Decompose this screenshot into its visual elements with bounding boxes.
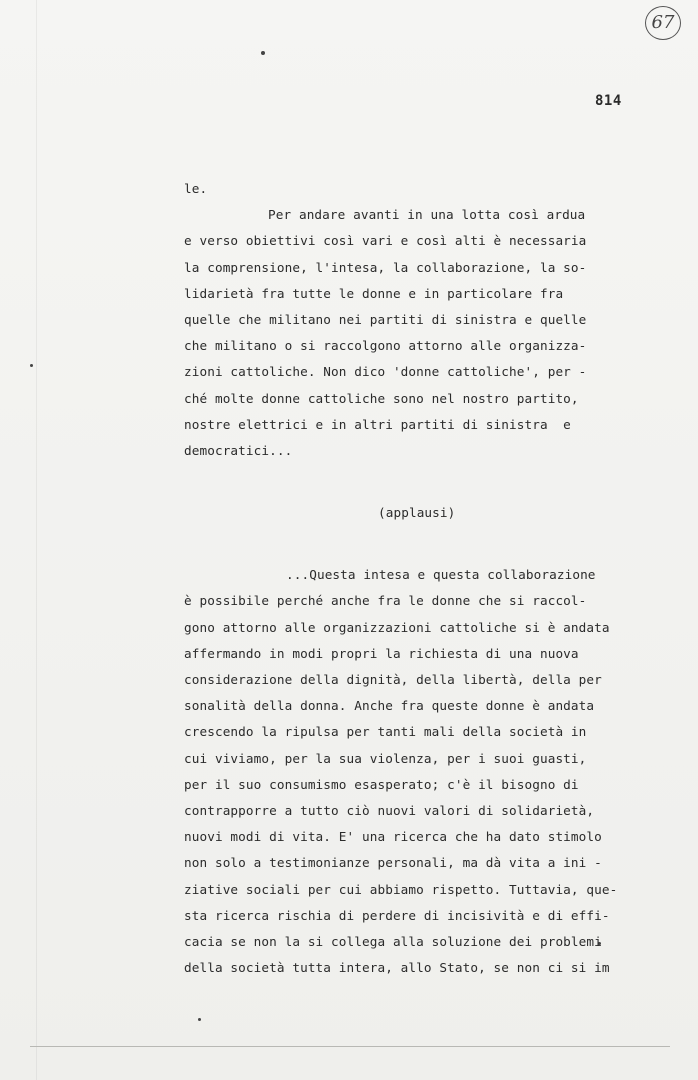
- text-line: le.: [184, 181, 208, 196]
- page-number-stamp: 67: [645, 6, 681, 40]
- text-line: la comprensione, l'intesa, la collaborazione, la so-: [184, 259, 587, 275]
- text-line: sonalità della donna. Anche fra queste donne è andata: [184, 698, 595, 714]
- text-line: non solo a testimonianze personali, ma dà vita a ini -: [184, 855, 602, 871]
- text-line: zioni cattoliche. Non dico 'donne cattoliche', per -: [184, 364, 587, 380]
- text-line: per il suo consumismo esasperato; c'è il bisogno di: [184, 776, 579, 792]
- blank-line: [184, 526, 664, 544]
- text-line: sta ricerca rischia di perdere di incisività e di effi-: [184, 907, 610, 923]
- text-line: ...Questa intesa e questa collaborazione: [286, 567, 596, 583]
- text-line: ché molte donne cattoliche sono nel nostro partito,: [184, 390, 579, 406]
- text-line: affermando in modi propri la richiesta di una nuova: [184, 645, 579, 661]
- blank-line: [184, 464, 664, 482]
- folio-number: 814: [595, 93, 622, 109]
- ink-speck: [30, 364, 33, 367]
- text-line: considerazione della dignità, della libertà, della per: [184, 672, 602, 687]
- text-line: democratici...: [184, 442, 293, 458]
- text-line: è possibile perché anche fra le donne che si raccol-: [184, 593, 587, 609]
- text-line: contrapporre a tutto ciò nuovi valori di solidarietà,: [184, 802, 595, 818]
- text-line: lidarietà fra tutte le donne e in particolare fra: [184, 285, 564, 301]
- text-line: e verso obiettivi così vari e così alti è necessaria: [184, 233, 587, 249]
- blank-line: [184, 482, 664, 500]
- text-line: cui viviamo, per la sua violenza, per i suoi guasti,: [184, 750, 587, 766]
- text-line: nuovi modi di vita. E' una ricerca che ha dato stimolo: [184, 829, 602, 845]
- text-line: crescendo la ripulsa per tanti mali della società in: [184, 724, 587, 740]
- blank-line: [184, 544, 664, 562]
- page-bottom-rule: [30, 1046, 670, 1047]
- ink-speck: [198, 1018, 201, 1021]
- typewritten-text: [184, 176, 664, 981]
- text-line: ziative sociali per cui abbiamo rispetto. Tuttavia, que-: [184, 881, 618, 897]
- ink-speck: [261, 51, 265, 55]
- text-line: quelle che militano nei partiti di sinistra e quelle: [184, 311, 587, 327]
- text-line: Per andare avanti in una lotta così ardua: [268, 207, 586, 223]
- text-line: della società tutta intera, allo Stato, se non ci si im: [184, 960, 610, 976]
- text-line: nostre elettrici e in altri partiti di sinistra e: [184, 416, 571, 432]
- text-line: cacia se non la si collega alla soluzione dei problemi: [184, 933, 602, 949]
- applause-note: (applausi): [378, 505, 456, 521]
- text-line: che militano o si raccolgono attorno alle organizza-: [184, 338, 587, 354]
- text-line: gono attorno alle organizzazioni cattoliche si è andata: [184, 619, 610, 635]
- page-edge-shadow: [36, 0, 37, 1080]
